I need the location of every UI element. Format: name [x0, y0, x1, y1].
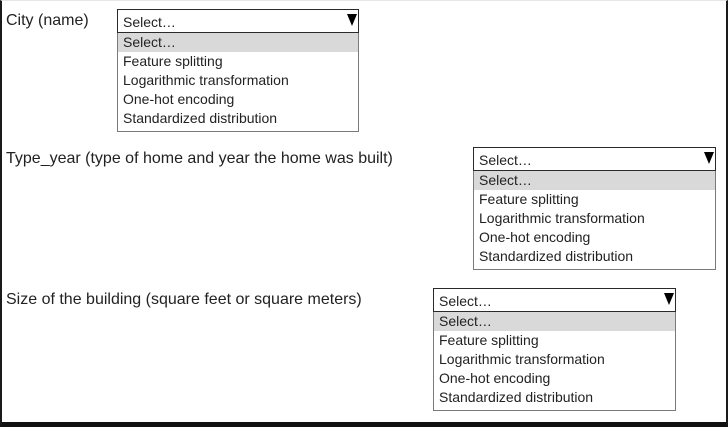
type-year-options	[473, 171, 716, 270]
dropdown-option[interactable]: Standardized distribution	[479, 248, 634, 264]
dropdown-option[interactable]: Select…	[118, 33, 358, 52]
chevron-down-icon	[664, 293, 674, 305]
dropdown-option[interactable]: Logarithmic transformation	[479, 210, 645, 226]
dropdown-option[interactable]: Select…	[474, 171, 715, 190]
chevron-down-icon	[704, 152, 714, 164]
type-year-selected-value: Select…	[479, 152, 532, 168]
city-name-label: City (name)	[6, 12, 89, 29]
building-size-options	[433, 312, 676, 411]
dropdown-option[interactable]: One-hot encoding	[479, 229, 591, 245]
dropdown-option[interactable]: Feature splitting	[123, 53, 223, 69]
dropdown-option[interactable]: Select…	[434, 312, 675, 331]
city-name-selected-value: Select…	[123, 14, 176, 30]
dropdown-option[interactable]: Feature splitting	[479, 191, 579, 207]
city-name-select[interactable]	[117, 9, 359, 33]
city-name-options	[117, 33, 359, 132]
dropdown-option[interactable]: Logarithmic transformation	[439, 351, 605, 367]
building-size-selected-value: Select…	[439, 293, 492, 309]
building-size-select[interactable]	[433, 288, 676, 312]
dropdown-option[interactable]: One-hot encoding	[123, 91, 235, 107]
dropdown-option[interactable]: Feature splitting	[439, 332, 539, 348]
building-size-label: Size of the building (square feet or square meters)	[6, 291, 362, 308]
dropdown-option[interactable]: Standardized distribution	[439, 389, 594, 405]
dropdown-option[interactable]: Logarithmic transformation	[123, 72, 289, 88]
type-year-select[interactable]	[473, 147, 716, 171]
type-year-label: Type_year (type of home and year the home was built)	[6, 150, 393, 167]
dropdown-option[interactable]: Standardized distribution	[123, 110, 278, 126]
chevron-down-icon	[347, 14, 357, 26]
dropdown-option[interactable]: One-hot encoding	[439, 370, 551, 386]
